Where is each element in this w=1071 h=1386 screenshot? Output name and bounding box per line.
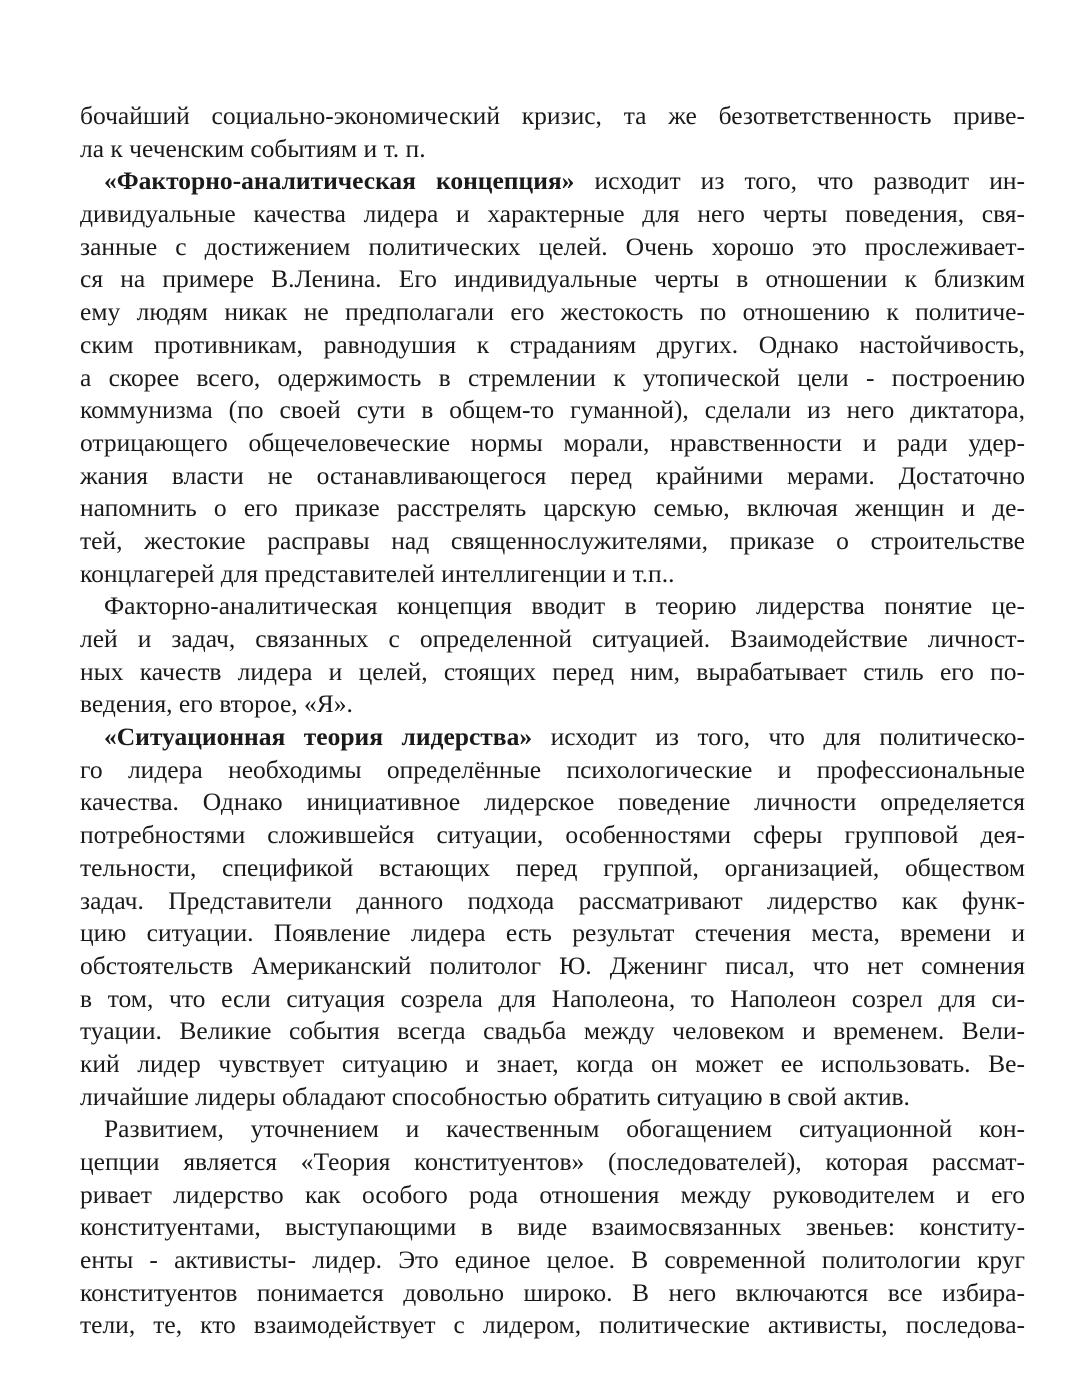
text-line (80, 362, 1025, 395)
paragraph (80, 165, 1025, 590)
text-line (80, 950, 1025, 983)
line-text: го лидера необходимы определённые психологические и профессиональные (80, 754, 1025, 784)
bold-term: «Факторно-аналитическая концепция» (104, 166, 575, 196)
line-text: коммунизма (по своей сути в общем-то гуманной), сделали из него диктатора, (80, 395, 1025, 425)
text-line (80, 590, 1025, 623)
line-text: тей, жестокие расправы над священнослужителями, приказе о строительстве (80, 525, 1025, 555)
text-line (80, 1048, 1025, 1081)
paragraph (80, 1113, 1025, 1342)
line-text: тельности, спецификой встающих перед группой, организацией, обществом (80, 852, 1025, 882)
line-text: лей и задач, связанных с определенной ситуацией. Взаимодействие личност- (80, 624, 1025, 653)
paragraph (80, 100, 1025, 165)
text-line (80, 819, 1025, 852)
text-line (80, 1211, 1025, 1244)
line-text: цепции является «Теория конституентов» (последователей), которая рассмат- (80, 1147, 1025, 1176)
line-text: занные с достижением политических целей. Очень хорошо это прослеживает- (80, 231, 1025, 261)
line-text: енты - активисты- лидер. Это единое целое. В современной политологии круг (80, 1245, 1025, 1275)
text-line (80, 1244, 1025, 1277)
line-text: ведения, его второе, «Я». (80, 689, 353, 719)
text-line (80, 198, 1025, 231)
text-line (80, 525, 1025, 558)
text-line (80, 721, 1025, 754)
line-text: туации. Великие события всегда свадьба между человеком и временем. Вели- (80, 1016, 1025, 1046)
text-line (80, 100, 1025, 133)
line-text: концлагерей для представителей интеллигенции и т.п.. (80, 558, 675, 588)
text-line (80, 427, 1025, 460)
line-text: потребностями сложившейся ситуации, особенностями сферы групповой дея- (80, 820, 1025, 850)
text-line (80, 492, 1025, 525)
line-text: ривает лидерство как особого рода отношения между руководителем и его (80, 1179, 1025, 1209)
text-line (80, 656, 1025, 689)
line-text: дивидуальные качества лидера и характерные для него черты поведения, свя- (80, 199, 1025, 229)
line-text: ским противникам, равнодушия к страданиям других. Однако настойчивость, (80, 329, 1025, 359)
text-line (80, 460, 1025, 493)
line-text: отрицающего общечеловеческие нормы морали, нравственности и ради удер- (80, 427, 1025, 457)
text-line (80, 983, 1025, 1016)
text-line (80, 1277, 1025, 1310)
line-text: конституентов понимается довольно широко. В него включаются все избира- (80, 1277, 1025, 1307)
text-line (80, 623, 1025, 656)
bold-term: «Ситуационная теория лидерства» (104, 722, 533, 752)
text-line (80, 558, 1025, 591)
text-line (80, 296, 1025, 329)
text-line (80, 786, 1025, 819)
line-text: бочайший социально-экономический кризис, та же безответственность приве- (80, 101, 1025, 130)
line-text: кий лидер чувствует ситуацию и знает, когда он может ее использовать. Ве- (80, 1048, 1025, 1078)
document-page (80, 100, 1025, 1342)
text-line (80, 1309, 1025, 1342)
text-line (80, 133, 1025, 166)
line-text: ему людям никак не предполагали его жестокость по отношению к политиче- (80, 297, 1025, 327)
text-line (80, 1146, 1025, 1179)
line-text: задач. Представители данного подхода рассматривают лидерство как функ- (80, 885, 1025, 915)
text-line (80, 394, 1025, 427)
line-text: качества. Однако инициативное лидерское поведение личности определяется (80, 787, 1025, 817)
text-line (80, 917, 1025, 950)
text-line (80, 1015, 1025, 1048)
text-line (80, 329, 1025, 362)
line-text: конституентами, выступающими в виде взаимосвязанных звеньев: конститу- (80, 1212, 1025, 1242)
line-text: Развитием, уточнением и качественным обогащением ситуационной кон- (104, 1114, 1025, 1144)
text-line (80, 688, 1025, 721)
text-line (80, 754, 1025, 787)
line-text: в том, что если ситуация созрела для Наполеона, то Наполеон созрел для си- (80, 983, 1025, 1013)
line-text: исходит из того, что для политическо- (532, 722, 1025, 752)
line-text: а скорее всего, одержимость в стремлении к утопической цели - построению (80, 362, 1025, 392)
line-text: исходит из того, что разводит ин- (574, 166, 1025, 196)
line-text: напомнить о его приказе расстрелять царскую семью, включая женщин и де- (80, 493, 1025, 523)
text-line (80, 885, 1025, 918)
text-line (80, 1081, 1025, 1114)
line-text: обстоятельств Американский политолог Ю. Дженинг писал, что нет сомнения (80, 950, 1025, 980)
text-line (80, 165, 1025, 198)
line-text: ла к чеченским событиям и т. п. (80, 133, 426, 163)
text-line (80, 1113, 1025, 1146)
paragraph (80, 590, 1025, 721)
paragraph (80, 721, 1025, 1113)
line-text: жания власти не останавливающегося перед крайними мерами. Достаточно (80, 460, 1025, 490)
text-line (80, 263, 1025, 296)
line-text: Факторно-аналитическая концепция вводит в теорию лидерства понятие це- (104, 591, 1025, 621)
line-text: личайшие лидеры обладают способностью обратить ситуацию в свой актив. (80, 1081, 910, 1111)
text-line (80, 231, 1025, 264)
text-line (80, 852, 1025, 885)
line-text: цию ситуации. Появление лидера есть результат стечения места, времени и (80, 918, 1025, 948)
line-text: тели, те, кто взаимодействует с лидером, политические активисты, последова- (80, 1310, 1025, 1340)
line-text: ся на примере В.Ленина. Его индивидуальные черты в отношении к близким (80, 264, 1025, 294)
line-text: ных качеств лидера и целей, стоящих перед ним, вырабатывает стиль его по- (80, 656, 1025, 686)
text-line (80, 1179, 1025, 1212)
